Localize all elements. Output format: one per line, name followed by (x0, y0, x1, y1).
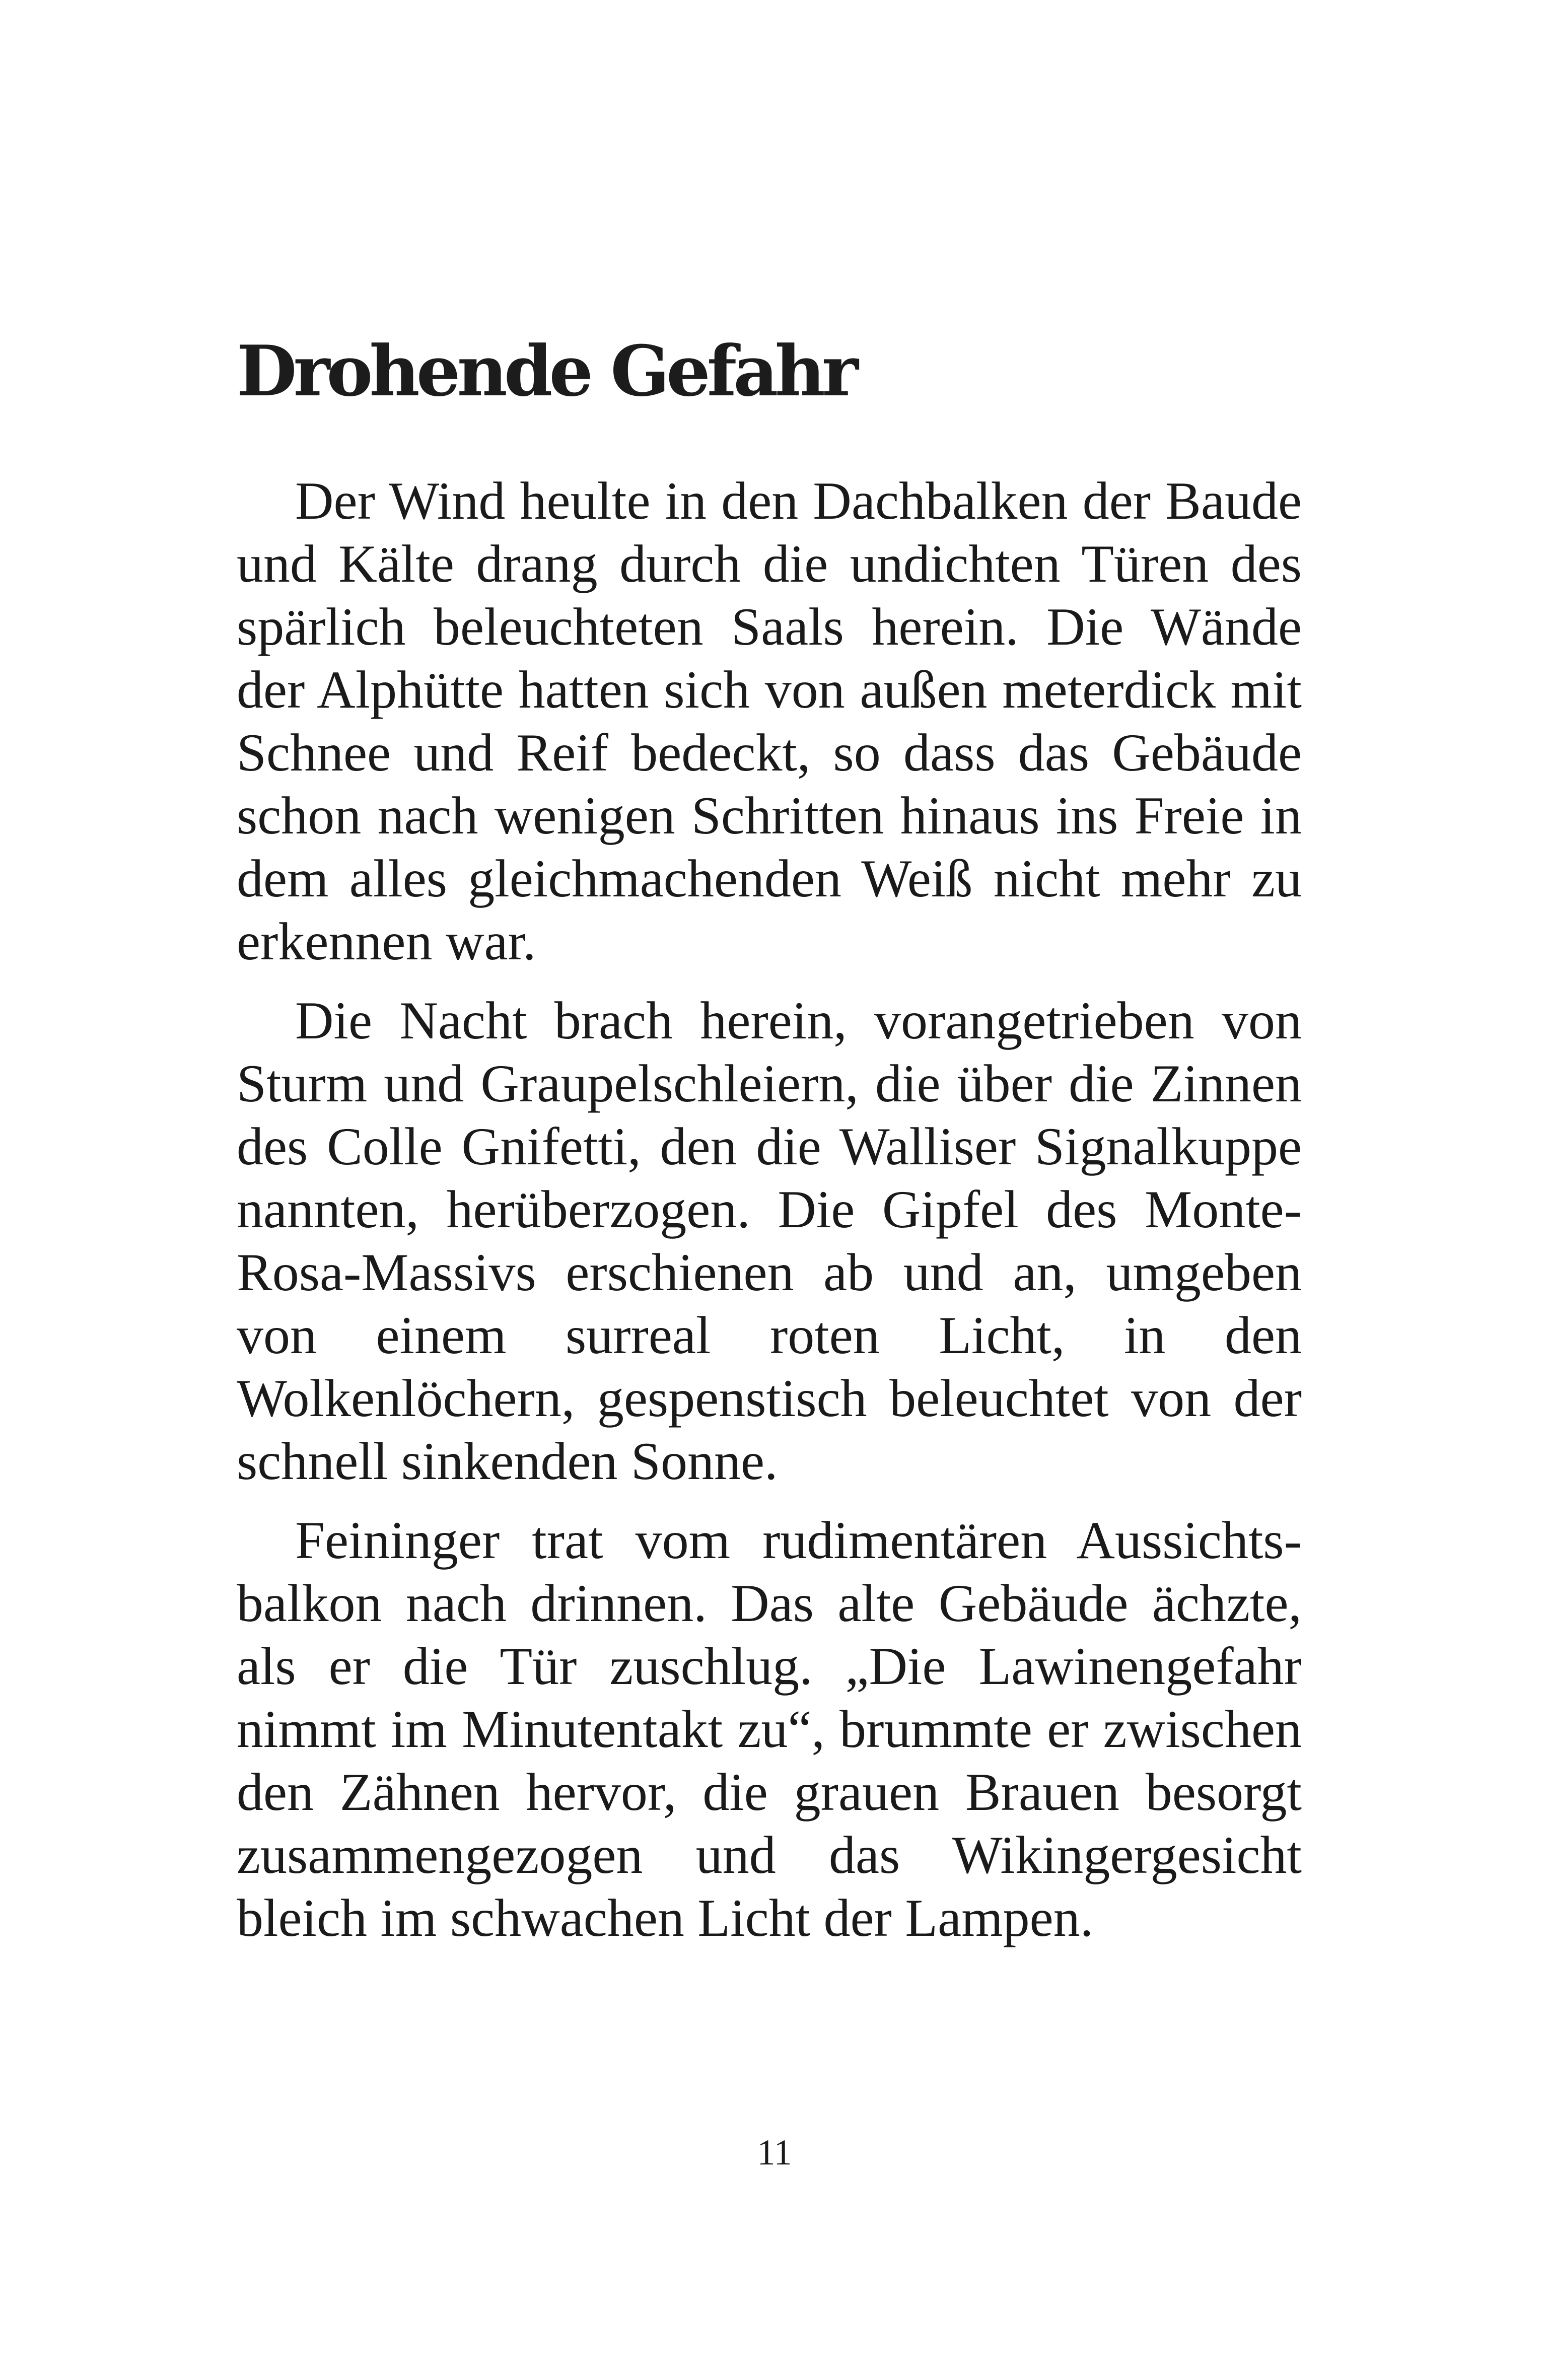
paragraph: Feininger trat vom rudimentären Aussichtsbalkon nach drinnen. Das alte Gebäude ächzte, als er die Tür zuschlug. „Die Lawinengefahr nimmt im Minutentakt zu“, brummte er zwischen den Zähnen hervor, die grauen Brauen besorgt zusammengezogen und das Wikingergesicht bleich im schwachen Licht der Lampen. (237, 1511, 1302, 1947)
chapter-body (237, 469, 1302, 1966)
paragraph: Die Nacht brach herein, vorangetrieben von Sturm und Graupelschleiern, die über die Zinnen des Colle Gnifetti, den die Walliser Signalkuppe nannten, herüberzogen. Die Gipfel des Monte-Rosa-Massivs erschienen ab und an, umgeben von einem surreal roten Licht, in den Wolkenlöchern, gespenstisch beleuchtet von der schnell sinkenden Sonne. (237, 991, 1302, 1491)
paragraph: Der Wind heulte in den Dachbalken der Baude und Kälte drang durch die undichten Türen des spärlich beleuchteten Saals herein. Die Wände der Alphütte hatten sich von außen meterdick mit Schnee und Reif bedeckt, so dass das Gebäude schon nach wenigen Schritten hinaus ins Freie in dem alles gleichmachenden Weiß nicht mehr zu erkennen war. (237, 471, 1302, 971)
page-number: 11 (757, 2132, 792, 2173)
chapter-title: Drohende Gefahr (237, 330, 855, 412)
